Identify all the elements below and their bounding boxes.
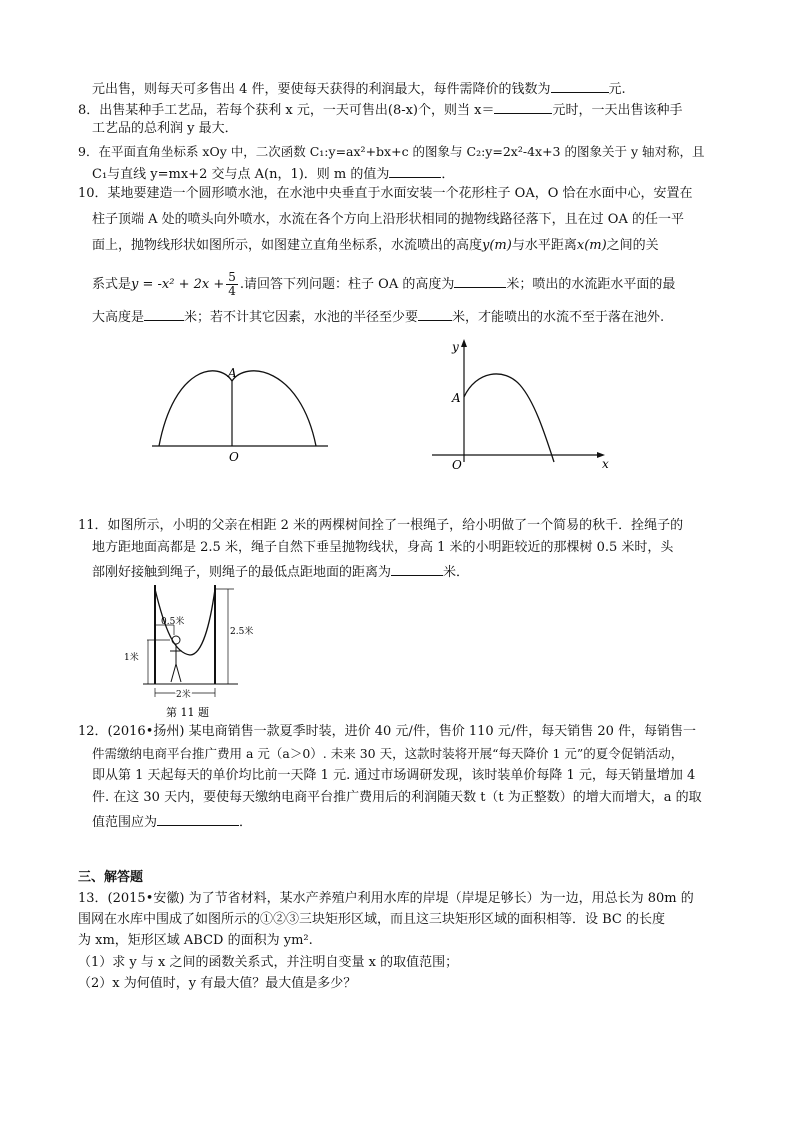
q13-text-line1: 13．(2015•安徽) 为了节省材料，某水产养殖户利用水库的岸堤（岸堤足够长）为一边，用总长为 80m 的	[78, 891, 694, 906]
left-water-arc	[159, 371, 232, 446]
q10-text-5a: 大高度是	[92, 310, 145, 325]
q11-text-3a: 部刚好接触到绳子，则绳子的最低点距地面的距离为	[92, 565, 392, 580]
q12-text-line1: 12．(2016•扬州) 某电商销售一款夏季时装，进价 40 元/件，售价 110 元/件，每天销售 20 件，每销售一	[78, 724, 697, 739]
q7-tail: 元.	[608, 82, 626, 97]
figure-caption: 第 11 题	[166, 706, 209, 719]
q12-line5	[92, 811, 252, 832]
q10-text-4a: 系式是	[92, 277, 132, 292]
label-2-5m: 2.5米	[230, 627, 254, 637]
q9-blank[interactable]	[389, 163, 441, 178]
q8-line2	[92, 120, 238, 138]
q12-line4	[92, 789, 702, 807]
q9-line1	[78, 143, 705, 161]
q10-line2	[92, 211, 684, 229]
q12-text-5b: ．	[239, 815, 253, 830]
q11-text-3b: 米．	[443, 565, 470, 580]
q11-text-line2: 地方距地面高都是 2.5 米，绳子自然下垂呈抛物线状，身高 1 米的小明距较近的那棵树 0.5 米时，头	[92, 540, 674, 555]
q10-line5	[92, 306, 664, 327]
q11-line3	[92, 561, 469, 582]
label-0-5m: 0.5米	[161, 617, 185, 627]
q10-text-3c: 之间的关	[606, 238, 659, 253]
parabola-curve	[464, 374, 554, 462]
q9-text-line1: 9．在平面直角坐标系 xOy 中，二次函数 C₁:y=ax²+bx+c 的图象与 C₂:y=2x²-4x+3 的图象关于 y 轴对称，且	[78, 144, 705, 159]
q10-line1	[78, 185, 693, 203]
q13-line4	[78, 954, 458, 972]
swing-figure	[118, 585, 268, 720]
q7-blank[interactable]	[551, 78, 609, 93]
label-o-right: O	[452, 458, 462, 472]
q10-text-4c: 米；喷出的水流距水平面的最	[506, 277, 676, 292]
q10-text-line2: 柱子顶端 A 处的喷头向外喷水，水流在各个方向上沿形状相同的抛物线路径落下，且在过 OA 的任一平	[92, 212, 684, 227]
q12-blank[interactable]	[157, 811, 239, 826]
q12-text-line3: 即从第 1 天起每天的单价均比前一天降 1 元. 通过市场调研发现，该时装单价每降 1 元，每天销量增加 4	[92, 768, 696, 783]
fountain-figure	[140, 345, 340, 465]
label-2m: 2米	[176, 690, 191, 700]
q10-blank-1[interactable]	[454, 273, 506, 288]
q11-line2	[92, 539, 673, 557]
right-water-arc	[232, 371, 316, 446]
q9-text-b: ．	[441, 167, 455, 182]
label-a: A	[228, 366, 237, 380]
q7-line	[92, 78, 626, 99]
parabola-graph	[428, 335, 618, 475]
q9-text-a: C₁与直线 y=mx+2 交与点 A(n，1)．则 m 的值为	[92, 167, 390, 182]
q10-var-y: y(m)	[482, 238, 512, 253]
q10-text-5c: 米，才能喷出的水流不至于落在池外.	[452, 310, 665, 325]
q8-blank[interactable]	[494, 99, 552, 114]
q10-text-line1: 10．某地要建造一个圆形喷水池，在水池中央垂直于水面安装一个花形柱子 OA，O 恰在水面中心，安置在	[78, 186, 693, 201]
q10-formula: y = -x² + 2x +	[131, 277, 225, 292]
label-1m: 1米	[124, 653, 139, 663]
label-a-right: A	[452, 391, 461, 405]
q13-text-line2: 围网在水库中围成了如图所示的①②③三块矩形区域，而且这三块矩形区域的面积相等．设 BC 的长度	[78, 912, 666, 927]
q10-line3	[92, 237, 659, 255]
section-title-text: 三、解答题	[78, 870, 144, 885]
q10-text-3b: 与水平距离	[511, 238, 577, 253]
q8-line1	[78, 99, 683, 120]
q7-text: 元出售，则每天可多售出 4 件，要使每天获得的利润最大，每件需降价的钱数为	[92, 82, 551, 97]
q8-text-b: 元时，一天出售该种手	[552, 103, 683, 118]
q13-text-line4: （1）求 y 与 x 之间的函数关系式，并注明自变量 x 的取值范围；	[78, 955, 459, 970]
q12-line3	[92, 767, 695, 785]
fraction-denominator: 4	[228, 284, 236, 298]
q8-text-line2: 工艺品的总利润 y 最大．	[92, 121, 238, 136]
q10-line4	[92, 270, 675, 300]
label-o: O	[229, 450, 239, 464]
q9-line2	[92, 163, 454, 184]
q12-line1	[78, 723, 696, 741]
person-left-leg	[171, 664, 176, 682]
q11-blank[interactable]	[391, 561, 443, 576]
label-y: y	[452, 340, 459, 354]
q12-text-5a: 值范围应为	[92, 815, 158, 830]
q8-text-a: 8．出售某种手工艺品，若每个获利 x 元，一天可售出(8-x)个，则当 x＝	[78, 103, 495, 118]
q10-text-5b: 米；若不计其它因素，水池的半径至少要	[184, 310, 419, 325]
person-right-leg	[176, 664, 181, 682]
q13-text-line5: （2）x 为何值时，y 有最大值？最大值是多少？	[78, 976, 357, 991]
q10-text-3a: 面上，抛物线形状如图所示，如图建立直角坐标系，水流喷出的高度	[92, 238, 483, 253]
q11-line1	[78, 517, 683, 535]
q13-line1	[78, 890, 694, 908]
q10-var-x: x(m)	[576, 238, 607, 253]
q10-fraction	[226, 271, 238, 298]
person-head	[172, 636, 180, 644]
y-axis-arrow	[461, 339, 467, 347]
q12-text-line2: 件需缴纳电商平台推广费用 a 元（a＞0）. 未来 30 天，这款时装将开展“每天降价 1 元”的夏令促销活动，	[92, 746, 684, 761]
q10-text-4b: .请回答下列问题：柱子 OA 的高度为	[239, 277, 455, 292]
q12-line2	[92, 745, 683, 763]
q13-line2	[78, 911, 665, 929]
section-title	[78, 869, 143, 887]
q10-blank-3[interactable]	[418, 306, 452, 321]
q13-text-line3: 为 xm，矩形区域 ABCD 的面积为 ym².	[78, 933, 313, 948]
q12-text-line4: 件. 在这 30 天内，要使每天缴纳电商平台推广费用后的利润随天数 t（t 为正整数）的增大而增大，a 的取	[92, 790, 702, 805]
q13-line5	[78, 975, 356, 993]
q13-line3	[78, 932, 313, 950]
fraction-numerator: 5	[228, 270, 236, 284]
q11-text-line1: 11．如图所示，小明的父亲在相距 2 米的两棵树间拴了一根绳子，给小明做了一个简易的秋千．拴绳子的	[78, 518, 684, 533]
q10-blank-2[interactable]	[144, 306, 184, 321]
label-x: x	[602, 457, 609, 471]
